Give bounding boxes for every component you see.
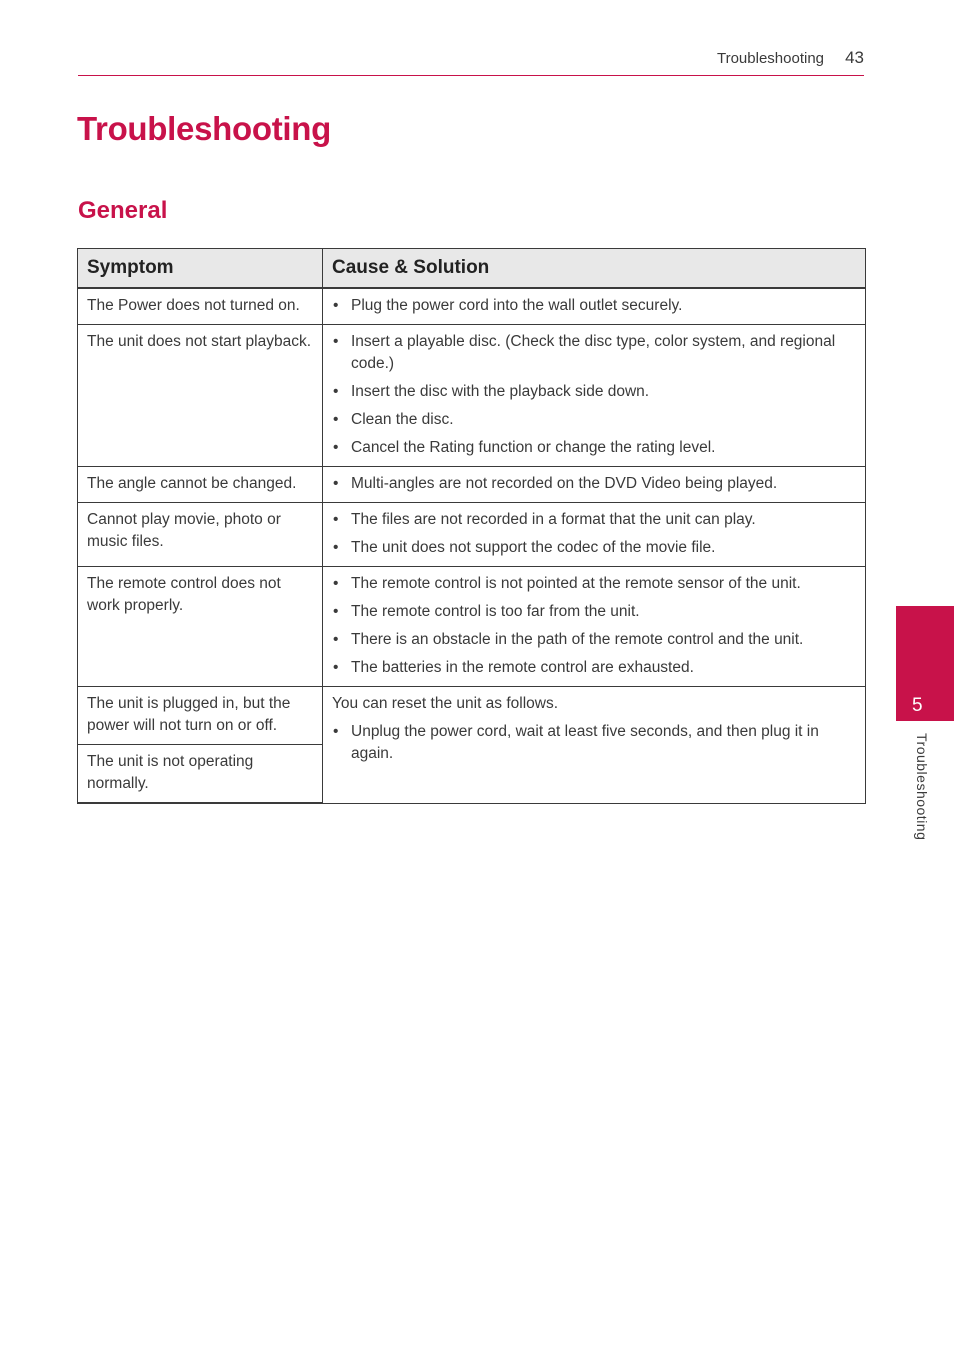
symptom-cell: The Power does not turned on.: [78, 288, 323, 325]
list-item: • Clean the disc.: [332, 409, 856, 431]
symptom-cell: The unit is not operating normally.: [78, 745, 323, 804]
cause-list: [332, 295, 856, 317]
list-item: • The files are not recorded in a format that the unit can play.: [332, 509, 856, 531]
cause-list: [332, 509, 856, 559]
symptom-cell: The remote control does not work properly.: [78, 567, 323, 687]
list-item: • The remote control is not pointed at the remote sensor of the unit.: [332, 573, 856, 595]
symptom-cell: The angle cannot be changed.: [78, 467, 323, 503]
page-title: Troubleshooting: [77, 110, 331, 147]
list-item: • Cancel the Rating function or change the rating level.: [332, 437, 856, 459]
chapter-side-label: Troubleshooting: [914, 733, 930, 841]
column-header-cause-solution: Cause & Solution: [323, 249, 866, 289]
running-header: [78, 48, 864, 76]
table-header-row: [78, 249, 866, 289]
table-row: [78, 503, 866, 567]
cause-cell: [323, 503, 866, 567]
running-header-section: Troubleshooting: [716, 50, 824, 67]
cause-list: [332, 331, 856, 459]
chapter-tab: [896, 606, 954, 721]
troubleshooting-table: [77, 248, 866, 804]
symptom-cell: The unit does not start playback.: [78, 325, 323, 467]
cause-cell: [323, 567, 866, 687]
cause-cell: [323, 325, 866, 467]
list-item: • The unit does not support the codec of the movie file.: [332, 537, 856, 559]
list-item: • There is an obstacle in the path of the remote control and the unit.: [332, 629, 856, 651]
table-row: [78, 288, 866, 325]
page-number: 43: [845, 48, 864, 67]
list-item: • Plug the power cord into the wall outlet securely.: [332, 295, 856, 317]
table-row: [78, 467, 866, 503]
table-row: [78, 325, 866, 467]
table-row: [78, 687, 866, 745]
cause-list: [332, 473, 856, 495]
cause-list: [332, 721, 856, 765]
chapter-number: 5: [912, 695, 923, 716]
cause-cell: [323, 288, 866, 325]
cause-cell: [323, 467, 866, 503]
list-item: • The batteries in the remote control are exhausted.: [332, 657, 856, 679]
cause-cell: [323, 687, 866, 804]
list-item: • Multi-angles are not recorded on the DVD Video being played.: [332, 473, 856, 495]
cause-list: [332, 573, 856, 679]
cause-intro: You can reset the unit as follows.: [332, 695, 559, 712]
symptom-cell: The unit is plugged in, but the power will not turn on or off.: [78, 687, 323, 745]
symptom-cell: Cannot play movie, photo or music files.: [78, 503, 323, 567]
list-item: • Insert the disc with the playback side down.: [332, 381, 856, 403]
column-header-symptom: Symptom: [78, 249, 323, 289]
list-item: • Unplug the power cord, wait at least five seconds, and then plug it in again.: [332, 721, 856, 765]
list-item: • The remote control is too far from the unit.: [332, 601, 856, 623]
section-title: General: [78, 197, 168, 224]
list-item: • Insert a playable disc. (Check the disc type, color system, and regional code.): [332, 331, 856, 375]
table-row: [78, 567, 866, 687]
